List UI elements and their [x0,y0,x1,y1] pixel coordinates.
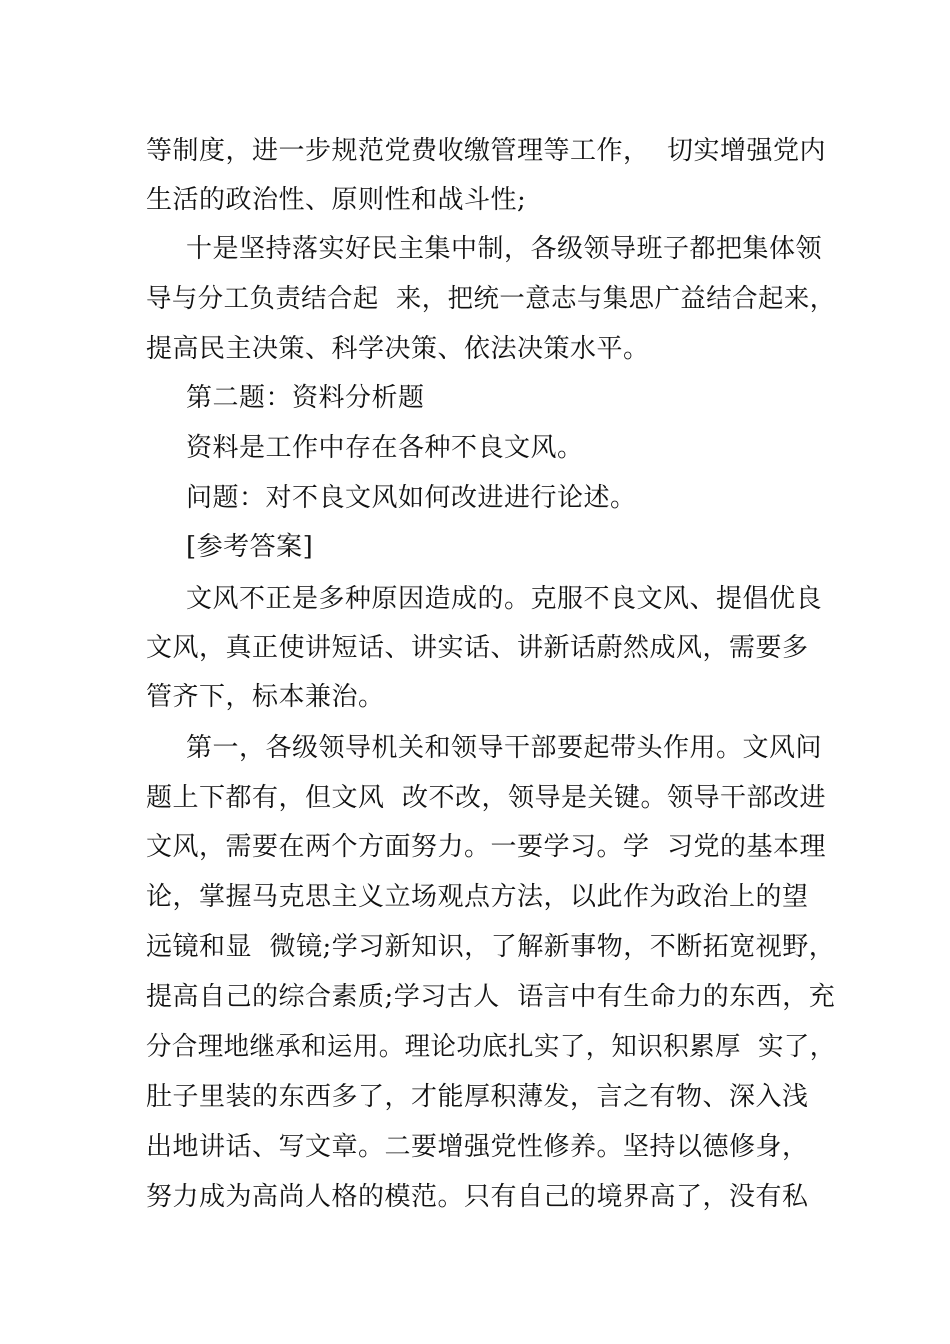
text-line: 十是坚持落实好民主集中制，各级领导班子都把集体领 [186,234,823,264]
text-line: 资料是工作中存在各种不良文风。 [186,433,584,463]
text-line: 文风，真正使讲短话、讲实话、讲新话蔚然成风，需要多 [146,633,809,663]
text-line: 题上下都有，但文风 改不改，领导是关键。领导干部改进 [146,783,827,813]
text-line: 问题：对不良文风如何改进进行论述。 [186,483,637,513]
text-line: 提高民主决策、科学决策、依法决策水平。 [146,334,650,364]
text-line: 提高自己的综合素质;学习古人 语言中有生命力的东西，充 [146,982,836,1012]
text-line: 分合理地继承和运用。理论功底扎实了，知识积累厚 实了， [146,1032,836,1062]
section-heading: 第二题：资料分析题 [186,383,425,413]
text-line: 第一，各级领导机关和领导干部要起带头作用。文风问 [186,733,823,763]
text-line: 出地讲话、写文章。二要增强党性修养。坚持以德修身， [146,1132,809,1162]
text-line: 远镜和显 微镜;学习新知识，了解新事物，不断拓宽视野， [146,932,836,962]
text-line: 等制度，进一步规范党费收缴管理等工作， 切实增强党内 [146,136,827,166]
text-line: 肚子里装的东西多了，才能厚积薄发，言之有物、深入浅 [146,1082,809,1112]
text-line: 文风不正是多种原因造成的。克服不良文风、提倡优良 [186,584,823,614]
text-line: 导与分工负责结合起 来，把统一意志与集思广益结合起来， [146,284,836,314]
answer-heading: [参考答案] [186,532,314,562]
text-line: 努力成为高尚人格的模范。只有自己的境界高了，没有私 [146,1182,809,1212]
text-line: 文风，需要在两个方面努力。一要学习。学 习党的基本理 [146,832,827,862]
text-line: 论，掌握马克思主义立场观点方法，以此作为政治上的望 [146,882,809,912]
text-line: 生活的政治性、原则性和战斗性; [146,185,527,215]
text-line: 管齐下，标本兼治。 [146,682,385,712]
